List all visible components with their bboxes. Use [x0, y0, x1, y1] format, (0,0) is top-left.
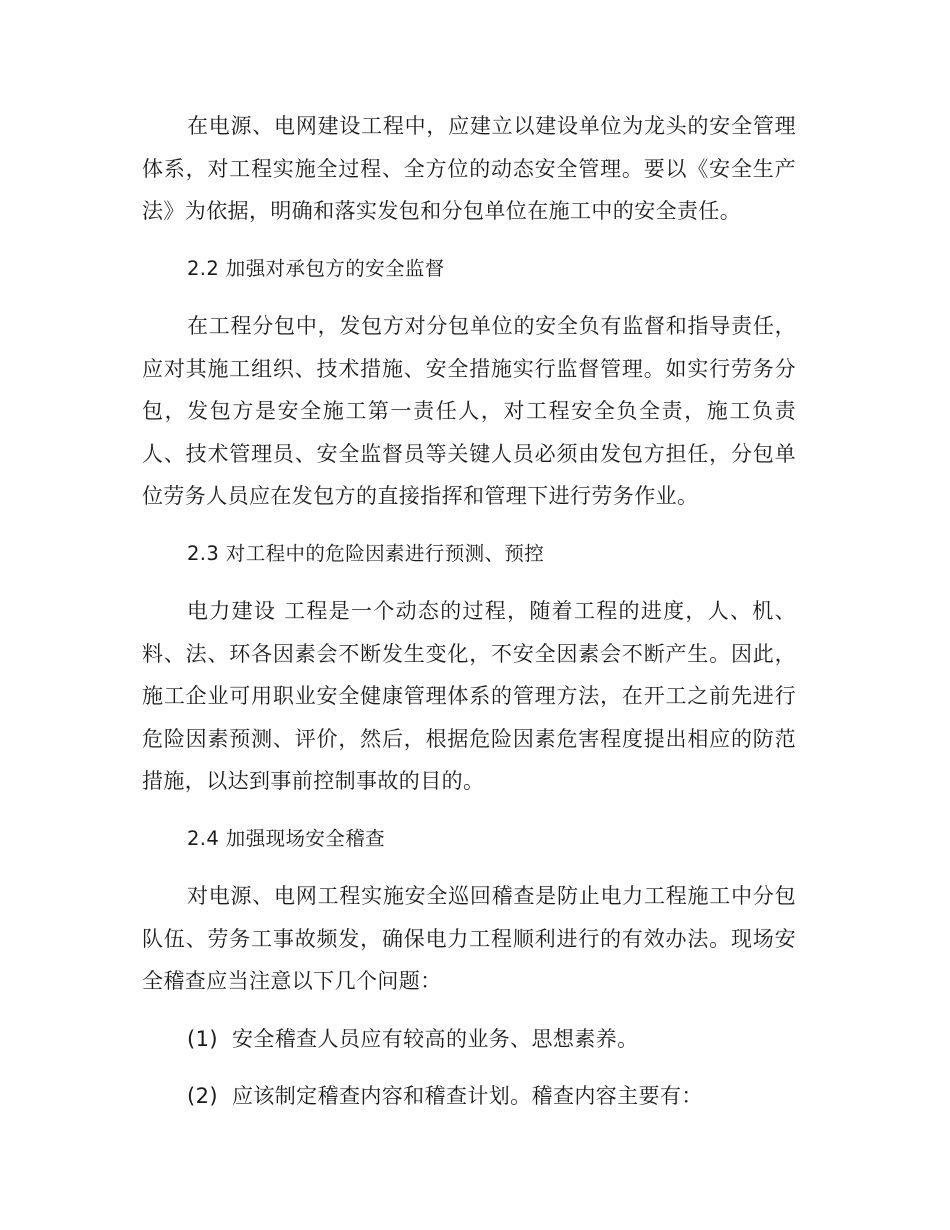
document-body	[142, 105, 796, 1118]
section-heading-2-2: 2.2 加强对承包方的安全监督	[187, 256, 445, 280]
paragraph-subcontract-supervision: 在工程分包中，发包方对分包单位的安全负有监督和指导责任，应对其施工组织、技术措施、安全措施实行监督管理。如实行劳务分包，发包方是安全施工第一责任人，对工程安全负全责，施工负责人、技术管理员、安全监督员等关键人员必须由发包方担任，分包单位劳务人员应在发包方的直接指挥和管理下进行劳务作业。	[142, 314, 796, 508]
list-item-number: (2)	[187, 1084, 218, 1108]
list-item-number: (1)	[187, 1026, 218, 1051]
paragraph-safety-system: 在电源、电网建设工程中，应建立以建设单位为龙头的安全管理体系，对工程实施全过程、全方位的动态安全管理。要以《安全生产法》为依据，明确和落实发包和分包单位在施工中的安全责任。	[142, 114, 796, 223]
spacer	[142, 1060, 796, 1075]
section-heading-2-3: 2.3 对工程中的危险因素进行预测、预控	[187, 541, 545, 565]
paragraph-site-inspection: 对电源、电网工程实施安全巡回稽查是防止电力工程施工中分包队伍、劳务工事故频发，确保电力工程顺利进行的有效办法。现场安全稽查应当注意以下几个问题：	[142, 884, 796, 993]
list-item-text: 安全稽查人员应有较高的业务、思想素养。	[231, 1026, 639, 1051]
spacer	[142, 803, 796, 818]
section-heading-2-4: 2.4 加强现场安全稽查	[187, 826, 386, 850]
list-item-text: 应该制定稽查内容和稽查计划。稽查内容主要有：	[231, 1084, 703, 1108]
spacer	[142, 860, 796, 875]
list-item-1	[142, 1018, 796, 1061]
spacer	[142, 233, 796, 248]
spacer	[142, 518, 796, 533]
spacer	[142, 575, 796, 590]
list-item-2	[142, 1075, 796, 1118]
spacer	[142, 290, 796, 305]
paragraph-hazard-prediction: 电力建设 工程是一个动态的过程，随着工程的进度，人、机、料、法、环各因素会不断发生变化，不安全因素会不断产生。因此，施工企业可用职业安全健康管理体系的管理方法，在开工之前先进行危险因素预测、评价，然后，根据危险因素危害程度提出相应的防范措施，以达到事前控制事故的目的。	[142, 599, 796, 793]
spacer	[142, 1003, 796, 1018]
